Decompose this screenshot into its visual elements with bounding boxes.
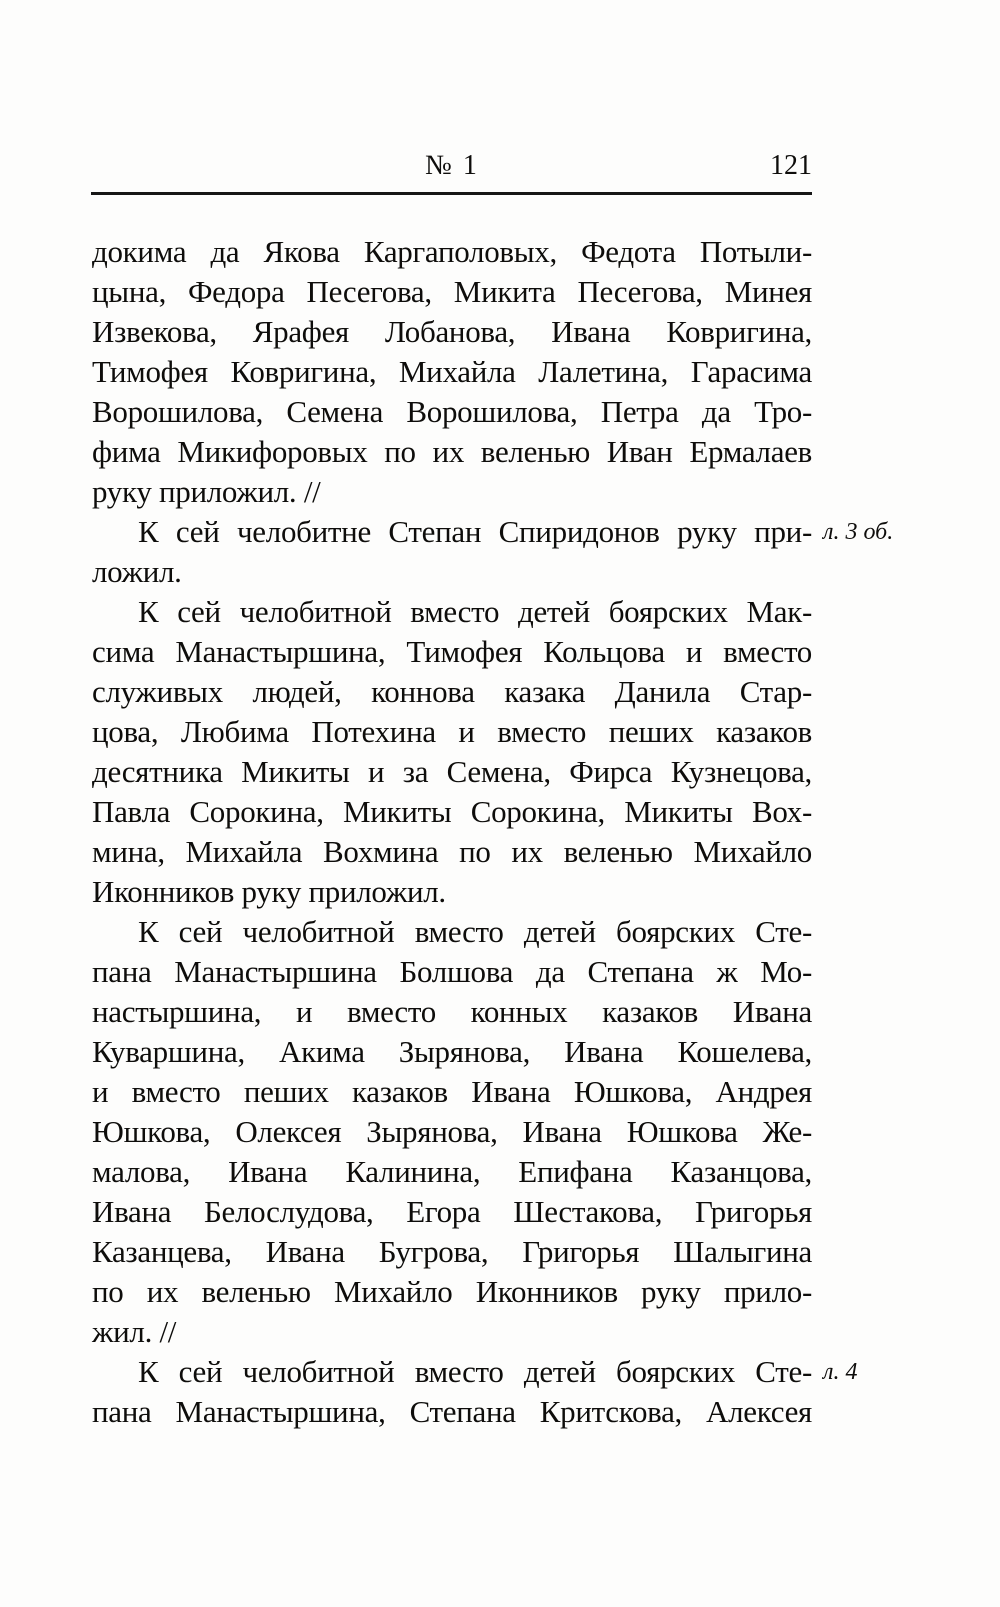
header-rule bbox=[91, 192, 812, 195]
text-line: ложил. bbox=[92, 554, 182, 589]
text-line: Куваршина, Акима Зырянова, Ивана Кошелева, bbox=[92, 1034, 812, 1069]
running-header bbox=[92, 150, 812, 182]
text-line: К сей челобитной вместо детей боярских Сте- bbox=[138, 914, 812, 949]
text-body bbox=[92, 232, 894, 1432]
text-line: цына, Федора Песегова, Микита Песегова, Минея bbox=[92, 274, 812, 309]
text-line: пана Манастыршина Болшова да Степана ж Мо- bbox=[92, 954, 812, 989]
text-line: малова, Ивана Калинина, Епифана Казанцова, bbox=[92, 1154, 812, 1189]
folio-margin-note: л. 3 об. bbox=[823, 519, 894, 545]
text-line: цова, Любима Потехина и вместо пеших казаков bbox=[92, 714, 812, 749]
text-line: фима Микифоровых по их веленью Иван Ермалаев bbox=[92, 434, 812, 469]
text-line: Ивана Белослудова, Егора Шестакова, Григорья bbox=[92, 1194, 812, 1229]
text-line: и вместо пеших казаков Ивана Юшкова, Андрея bbox=[92, 1074, 812, 1109]
text-line: К сей челобитной вместо детей боярских Мак- bbox=[138, 594, 812, 629]
text-line: Павла Сорокина, Микиты Сорокина, Микиты Вох- bbox=[92, 794, 812, 829]
text-line: Юшкова, Олексея Зырянова, Ивана Юшкова Же- bbox=[92, 1114, 812, 1149]
page-number: 121 bbox=[770, 150, 812, 181]
text-line: Иконников руку приложил. bbox=[92, 874, 446, 909]
text-line: жил. // bbox=[92, 1314, 177, 1349]
text-line: по их веленью Михайло Иконников руку прило- bbox=[92, 1274, 812, 1309]
text-line: Тимофея Ковригина, Михайла Лалетина, Гарасима bbox=[92, 354, 812, 389]
text-line: К сей челобитне Степан Спиридонов руку при- л. 3 об. bbox=[92, 512, 812, 552]
text-line: десятника Микиты и за Семена, Фирса Кузнецова, bbox=[92, 754, 812, 789]
text-line: сима Манастыршина, Тимофея Кольцова и вместо bbox=[92, 634, 812, 669]
text-line: Извекова, Ярафея Лобанова, Ивана Ковригина, bbox=[92, 314, 812, 349]
text-line: руку приложил. // bbox=[92, 474, 321, 509]
text-line: пана Манастыршина, Степана Критскова, Алексея bbox=[92, 1394, 812, 1429]
text-line: докима да Якова Каргаполовых, Федота Потыли- bbox=[92, 234, 812, 269]
text-line: Казанцева, Ивана Бугрова, Григорья Шалыгина bbox=[92, 1234, 812, 1269]
text-line: мина, Михайла Вохмина по их веленью Михайло bbox=[92, 834, 812, 869]
folio-margin-note: л. 4 bbox=[823, 1359, 858, 1385]
document-number: № 1 bbox=[425, 150, 479, 181]
text-line: К сей челобитной вместо детей боярских Сте- л. 4 bbox=[92, 1352, 812, 1392]
text-line: служивых людей, коннова казака Данила Стар- bbox=[92, 674, 812, 709]
text-line: настыршина, и вместо конных казаков Ивана bbox=[92, 994, 812, 1029]
text-line: Ворошилова, Семена Ворошилова, Петра да Тро- bbox=[92, 394, 812, 429]
